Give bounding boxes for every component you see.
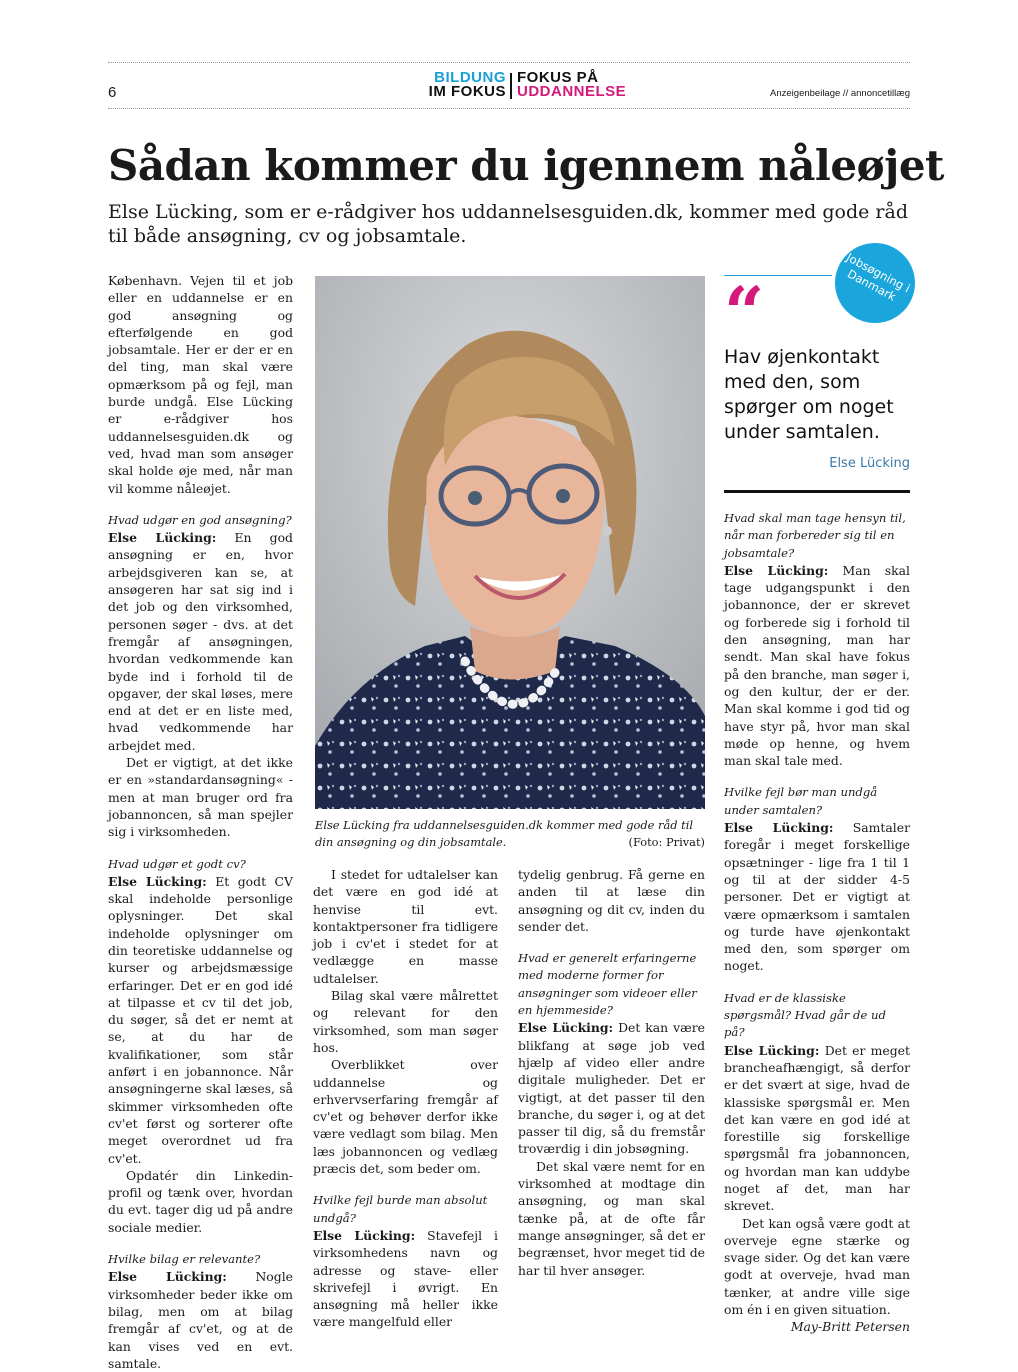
- answer: [518, 1019, 705, 1157]
- answer: [724, 819, 910, 975]
- answer-paragraph: tydelig genbrug. Få gerne en anden til at læse din ansøgning og dit cv, inden du sender det.: [518, 867, 705, 934]
- column-3: [518, 866, 705, 1279]
- logo-left-line1: BILDUNG: [434, 69, 506, 86]
- speaker-name: Else Lücking:: [724, 820, 834, 836]
- top-dotted-rule: [108, 62, 910, 63]
- logo-left-line2: IM FOKUS: [428, 83, 506, 100]
- intro-paragraph: København. Vejen til et job eller en uddannelse er en god ansøgning og efterfølgende en god jobsamtale. Her er der er en del ting, man skal være opmærksom på og fejl, man burde undgå. Else Lücking er e-rådgiver hos uddannelsesguiden.dk og ved, hvad man som ansøger skal holde øje med, når man vil komme nåleøjet.: [108, 273, 293, 496]
- answer: [108, 873, 293, 1167]
- column-4: [724, 510, 910, 1336]
- answer-text: Nogle virksomheder beder ikke om bilag, men om at bilag fremgår af cv'et, og at de kan vises ved en evt. samtale.: [108, 1269, 293, 1371]
- speaker-name: Else Lücking:: [108, 530, 217, 546]
- answer-text: Man skal tage udgangspunkt i den jobannonce, der er skrevet og forberede sig i forhold til den ansøgning, man har sendt. Man skal have fokus på den branche, man søger i, og den kultur, der er der. Man skal komme i god tid og have styr på, hvor man skal møde op henne, og hvem man skal tale med.: [724, 562, 910, 769]
- answer-paragraph: Bilag skal være målrettet og relevant for den virksomhed, som man søger hos.: [313, 988, 498, 1055]
- quote-mark-icon: “: [724, 271, 765, 354]
- question: Hvad udgør en god ansøgning?: [108, 512, 292, 527]
- caption-text: Else Lücking fra uddannelsesguiden.dk kommer med gode råd til din ansøgning og din jobsamtale.: [315, 818, 694, 849]
- question: Hvad udgør et godt cv?: [108, 856, 246, 871]
- portrait-illustration: [315, 276, 705, 809]
- logo-right-line1: FOKUS PÅ: [517, 69, 599, 86]
- answer: [724, 562, 910, 770]
- answer-paragraph: Det skal være nemt for en virksomhed at modtage din ansøgning, og man skal tænke på, at de ofte får mange ansøgninger, så det er begrænset, hvor meget tid de har til hver ansøger.: [518, 1158, 705, 1278]
- header-dotted-rule: [108, 108, 910, 109]
- portrait-photo: [315, 276, 705, 809]
- speaker-name: Else Lücking:: [518, 1020, 614, 1036]
- question: Hvilke bilag er relevante?: [108, 1252, 261, 1267]
- answer-text: En god ansøgning er en, hvor arbejdsgiveren kan se, at ansøgeren har sat sig ind i det job og den virksomhed, personen søger - dvs. at det fremgår af ansøgningen, hvordan vedkommende kan byde ind i forhold til de opgaver, der skal løses, mere end at det er en liste med, hvad vedkommende har arbejdet med.: [108, 530, 293, 753]
- deck: Else Lücking, som er e-rådgiver hos uddannelsesguiden.dk, kommer med gode råd til både ansøgning, cv og jobsamtale.: [108, 201, 908, 247]
- quote-bottom-rule: [724, 490, 910, 493]
- headline: Sådan kommer du igennem nåleøjet: [108, 141, 944, 190]
- answer-text: Stavefejl i virksomhedens navn og adresse og stave- eller skrivefejl i øvrigt. En ansøgning må heller ikke være mangelfuld eller: [313, 1227, 498, 1330]
- question: Hvad er de klassiske spørgsmål? Hvad går de ud på?: [724, 990, 886, 1040]
- supplement-label: Anzeigenbeilage // annoncetillæg: [770, 88, 910, 99]
- bildung-im-fokus-logo: [404, 71, 664, 101]
- answer: [108, 1268, 293, 1372]
- badge-text: Jobsøgning i Danmark: [844, 250, 913, 304]
- speaker-name: Else Lücking:: [313, 1227, 416, 1243]
- photo-credit: (Foto: Privat): [628, 835, 705, 849]
- answer-paragraph: Overblikket over uddannelse og erhvervserfaring fremgår af cv'et og behøver derfor ikke være vedlagt som bilag. Men læs jobannoncen og vedlæg præcis det, som beder om.: [313, 1057, 498, 1177]
- answer-text: Det er meget brancheafhængigt, så derfor er det svært at sige, hvad de klassiske spørgsmål er. Men det kan være en god idé at forestille sig forskellige spørgsmål fra jobannoncen, og hvordan man kan uddybe noget af det, man har skrevet.: [724, 1042, 910, 1214]
- answer-text: Samtaler foregår i meget forskellige opsætninger - lige fra 1 til 1 og til at der sidder 4-5 personer. Det er vigtigt at være opmærksom i samtalen og turde have øjenkontakt med den, som spørger om noget.: [724, 820, 910, 974]
- question: Hvad skal man tage hensyn til, når man forbereder sig til en jobsamtale?: [724, 511, 906, 560]
- question: Hvilke fejl burde man absolut undgå?: [313, 1193, 488, 1225]
- author-signature: May-Britt Petersen: [790, 1319, 910, 1335]
- pull-quote-author: Else Lücking: [829, 456, 910, 471]
- answer-text: Det kan være blikfang at søge job ved hjælp af video eller andre digitale muligheder. Det er vigtigt, at det passer til den branche, du søger i, og at det passer til dig, så du fremstår troværdig i din jobsøgning.: [518, 1020, 705, 1157]
- question: Hvad er generelt erfaringerne med moderne former for ansøgninger som videoer eller en hjemmeside?: [518, 951, 697, 1018]
- speaker-name: Else Lücking:: [108, 873, 207, 889]
- logo-divider: [510, 73, 512, 99]
- question: Hvilke fejl bør man undgå under samtalen?: [724, 785, 878, 817]
- answer: [313, 1227, 498, 1331]
- pull-quote-text: Hav øjenkontakt med den, som spørger om noget under samtalen.: [724, 346, 894, 443]
- answer-paragraph: Det er vigtigt, at det ikke er en »standardansøgning« - men at man bruger ord fra jobannoncen, så man spejler sig i virksomheden.: [108, 755, 293, 840]
- answer-paragraph: Det kan også være godt at overveje egne stærke og svage sider. Og det kan være godt at overveje, hvad man tænker, at andre ville sige om én i en given situation.: [724, 1215, 910, 1318]
- jobsogning-badge: [835, 243, 915, 323]
- answer-text: Et godt CV skal indeholde personlige oplysninger. Det skal indeholde oplysninger om din teoretiske uddannelse og kurser og arbejdsmæssige erfaringer. Det er en god idé at tilpasse et cv til det job, du søger, så det er nemt at se, at du har de kvalifikationer, som står anført i en jobannonce. Når ansøgningerne skal læses, så skimmer virksomheden ofte cv'et først og sorterer ofte meget overordnet ud fra cv'et.: [108, 873, 293, 1166]
- answer: [108, 529, 293, 754]
- speaker-name: Else Lücking:: [108, 1269, 227, 1285]
- column-1: [108, 272, 293, 1372]
- logo-right-line2: UDDANNELSE: [517, 83, 627, 100]
- answer-paragraph: I stedet for udtalelser kan det være en god idé at henvise til evt. kontaktpersoner fra tidligere job i cv'et i stedet for at vedlægge en masse udtalelser.: [313, 867, 498, 986]
- speaker-name: Else Lücking:: [724, 1042, 820, 1058]
- answer: [724, 1042, 910, 1215]
- speaker-name: Else Lücking:: [724, 562, 829, 578]
- photo-caption: [315, 817, 705, 851]
- answer-paragraph: Opdatér din Linkedin-profil og tænk over, hvordan du evt. tager dig ud på andre sociale medier.: [108, 1167, 293, 1235]
- page-number: 6: [108, 84, 117, 101]
- column-2: [313, 866, 498, 1331]
